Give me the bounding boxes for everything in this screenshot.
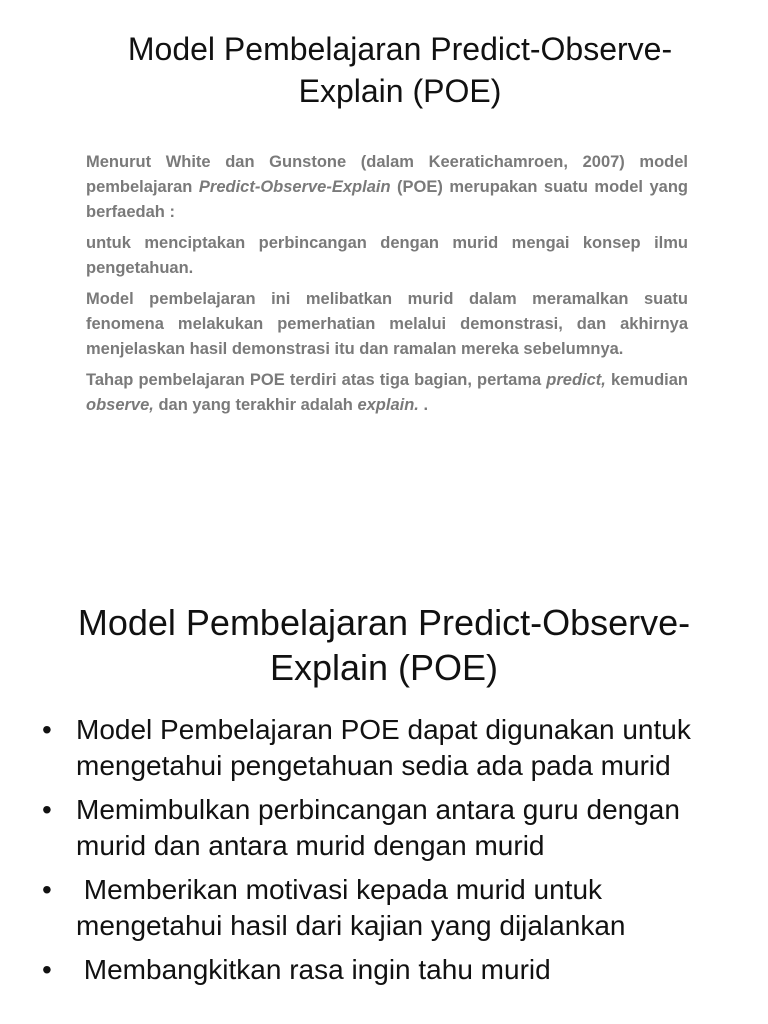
- bullet-icon: •: [42, 794, 52, 825]
- paragraph-4-observe: observe,: [86, 396, 154, 414]
- list-item: [40, 792, 750, 864]
- slide-1-body: [86, 150, 688, 424]
- bullet-text: Memberikan motivasi kepada murid untuk mengetahui hasil dari kajian yang dijalankan: [76, 874, 626, 941]
- bullet-list: [40, 712, 750, 996]
- paragraph-1: [86, 150, 688, 225]
- slide-2: [0, 512, 768, 1024]
- list-item: [40, 952, 750, 988]
- slide-1-title: Model Pembelajaran Predict-Observe-Explain (POE): [127, 31, 673, 109]
- bullet-icon: •: [42, 714, 52, 745]
- bullet-text: Model Pembelajaran POE dapat digunakan untuk mengetahui pengetahuan sedia ada pada murid: [76, 714, 691, 781]
- paragraph-1-text-a: Menurut White dan Gunstone (dalam Keeratichamroen, 2007) model pembelajaran: [86, 153, 688, 196]
- paragraph-4-text-c: dan yang terakhir adalah: [153, 396, 358, 414]
- paragraph-4-text-b: kemudian: [605, 371, 688, 389]
- paragraph-4-predict: predict,: [546, 371, 606, 389]
- paragraph-4-text-d: .: [418, 396, 429, 414]
- bullet-icon: •: [42, 874, 52, 905]
- slide-2-title: Model Pembelajaran Predict-Observe-Explain (POE): [77, 602, 691, 688]
- paragraph-2: untuk menciptakan perbincangan dengan murid mengai konsep ilmu pengetahuan.: [86, 234, 688, 277]
- bullet-text: Membangkitkan rasa ingin tahu murid: [76, 954, 551, 985]
- bullet-icon: •: [42, 954, 52, 985]
- paragraph-4-explain: explain.: [357, 396, 419, 414]
- paragraph-4: [86, 368, 688, 418]
- paragraph-3: Model pembelajaran ini melibatkan murid dalam meramalkan suatu fenomena melakukan pemerhatian melalui demonstrasi, dan akhirnya menjelaskan hasil demonstrasi itu dan ramalan mereka sebelumnya.: [86, 290, 688, 358]
- list-item: [40, 872, 750, 944]
- bullet-text: Memimbulkan perbincangan antara guru dengan murid dan antara murid dengan murid: [76, 794, 680, 861]
- paragraph-1-emphasis: Predict-Observe-Explain: [198, 178, 391, 196]
- list-item: [40, 712, 750, 784]
- paragraph-1-text-b: (POE) merupakan suatu model yang berfaedah :: [86, 178, 689, 221]
- paragraph-4-text-a: Tahap pembelajaran POE terdiri atas tiga bagian, pertama: [86, 371, 547, 389]
